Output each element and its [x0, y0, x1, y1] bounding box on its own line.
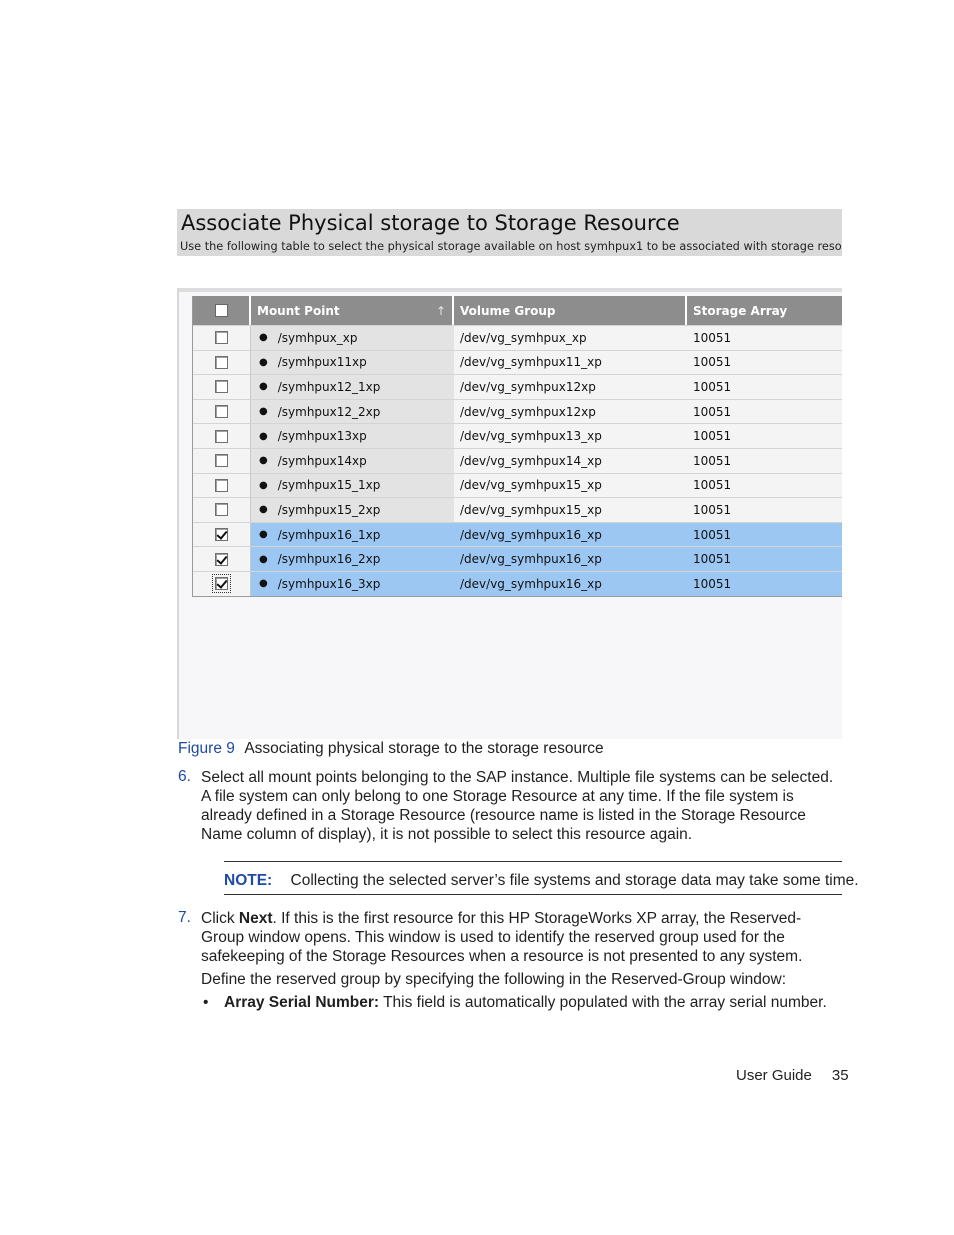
volume-group-cell — [454, 351, 687, 375]
sort-ascending-icon[interactable]: ↑ — [435, 303, 446, 318]
bullet-bold-label: Array Serial Number: — [224, 994, 380, 1011]
storage-array-value: 10051 — [693, 576, 732, 591]
select-all-cell — [193, 296, 251, 325]
mount-point-value: /symhpux15_2xp — [277, 502, 381, 517]
storage-array-cell — [687, 498, 842, 522]
mount-point-value: /symhpux11xp — [277, 355, 367, 370]
row-checkbox-cell — [193, 400, 251, 424]
bullet-text: This field is automatically populated with the array serial number. — [379, 994, 827, 1011]
volume-group-cell — [454, 572, 687, 596]
storage-array-value: 10051 — [693, 379, 732, 394]
page-number: 35 — [831, 1067, 849, 1084]
volume-group-cell — [454, 523, 687, 547]
storage-array-value: 10051 — [693, 330, 732, 345]
storage-array-value: 10051 — [693, 404, 732, 419]
dialog-subtitle: Use the following table to select the physical storage available on host symhpux1 to be associated with storage reso — [180, 240, 842, 253]
step-6-number: 6. — [178, 768, 191, 785]
note-text: Collecting the selected server’s file systems and storage data may take some time. — [290, 872, 859, 889]
row-checkbox[interactable] — [215, 356, 228, 369]
bullet-icon: ● — [259, 504, 268, 516]
page-footer — [736, 1067, 849, 1084]
row-checkbox[interactable] — [215, 528, 228, 541]
note-top-rule — [224, 861, 842, 862]
storage-array-cell — [687, 375, 842, 399]
storage-array-cell — [687, 449, 842, 473]
row-checkbox[interactable] — [215, 454, 228, 467]
table-row[interactable] — [193, 473, 842, 498]
table-row[interactable] — [193, 497, 842, 522]
define-paragraph: Define the reserved group by specifying the following in the Reserved-Group window: — [201, 971, 787, 988]
table-row[interactable] — [193, 448, 842, 473]
volume-group-value: /dev/vg_symhpux15_xp — [460, 502, 602, 517]
volume-group-value: /dev/vg_symhpux13_xp — [460, 429, 602, 444]
figure-caption — [178, 740, 604, 758]
storage-array-value: 10051 — [693, 355, 732, 370]
volume-group-cell — [454, 326, 687, 350]
bullet-icon: ● — [259, 332, 268, 344]
mount-point-value: /symhpux16_3xp — [277, 576, 381, 591]
row-checkbox-cell — [193, 547, 251, 571]
row-checkbox-cell — [193, 375, 251, 399]
row-checkbox-cell — [193, 474, 251, 498]
column-mount-point-label: Mount Point — [257, 303, 340, 318]
storage-array-value: 10051 — [693, 429, 732, 444]
volume-group-cell — [454, 498, 687, 522]
row-checkbox-cell — [193, 449, 251, 473]
storage-array-cell — [687, 572, 842, 596]
mount-point-cell — [251, 547, 454, 571]
volume-group-value: /dev/vg_symhpux16_xp — [460, 576, 602, 591]
dialog-header — [177, 209, 842, 256]
storage-array-cell — [687, 400, 842, 424]
row-checkbox[interactable] — [215, 577, 228, 590]
table-row[interactable] — [193, 325, 842, 350]
bullet-icon: ● — [259, 479, 268, 491]
row-checkbox-cell — [193, 326, 251, 350]
select-all-checkbox[interactable] — [215, 304, 228, 317]
bullet-icon: ● — [259, 578, 268, 590]
storage-array-cell — [687, 351, 842, 375]
volume-group-value: /dev/vg_symhpux12xp — [460, 379, 596, 394]
row-checkbox-cell — [193, 572, 251, 596]
row-checkbox-cell — [193, 523, 251, 547]
table-row[interactable] — [193, 546, 842, 571]
row-checkbox[interactable] — [215, 430, 228, 443]
volume-group-cell — [454, 400, 687, 424]
mount-point-value: /symhpux13xp — [277, 429, 367, 444]
table-row[interactable] — [193, 374, 842, 399]
volume-group-value: /dev/vg_symhpux16_xp — [460, 527, 602, 542]
column-storage-array-label: Storage Array — [693, 303, 788, 318]
row-checkbox-cell — [193, 351, 251, 375]
dialog-title: Associate Physical storage to Storage Resource — [181, 211, 680, 235]
bullet-icon: ● — [259, 553, 268, 565]
volume-group-value: /dev/vg_symhpux_xp — [460, 330, 587, 345]
mount-point-cell — [251, 523, 454, 547]
step-7-number: 7. — [178, 909, 191, 926]
row-checkbox[interactable] — [215, 405, 228, 418]
table-row[interactable] — [193, 522, 842, 547]
step-7-body: . If this is the first resource for this HP StorageWorks XP array, the Reserved-Group window opens. This window is used to identify the reserved group used for the safekeeping of the Storage Resources when a resource is not presented to any system. — [201, 910, 803, 965]
dialog-body — [177, 288, 842, 739]
storage-table — [192, 296, 842, 597]
bullet-icon: ● — [259, 430, 268, 442]
storage-array-value: 10051 — [693, 552, 732, 567]
screenshot-figure — [177, 209, 842, 739]
storage-array-cell — [687, 474, 842, 498]
row-checkbox-cell — [193, 424, 251, 448]
column-volume-group[interactable] — [454, 296, 687, 325]
storage-array-value: 10051 — [693, 502, 732, 517]
mount-point-cell — [251, 326, 454, 350]
step-6-text: Select all mount points belonging to the SAP instance. Multiple file systems can be selected. A file system can only belong to one Storage Resource at any time. If the file system is already defined in a Storage Resource (resource name is listed in the Storage Resource Name column of display), it is not possible to select this resource again. — [201, 769, 834, 843]
step-7-text — [201, 909, 842, 966]
volume-group-cell — [454, 449, 687, 473]
mount-point-cell — [251, 351, 454, 375]
storage-array-value: 10051 — [693, 453, 732, 468]
column-volume-group-label: Volume Group — [460, 303, 556, 318]
table-row[interactable] — [193, 350, 842, 375]
column-storage-array[interactable] — [687, 296, 842, 325]
mount-point-cell — [251, 572, 454, 596]
mount-point-value: /symhpux_xp — [277, 330, 358, 345]
mount-point-value: /symhpux16_1xp — [277, 527, 381, 542]
table-body — [193, 325, 842, 596]
note-label: NOTE: — [224, 872, 273, 889]
storage-array-value: 10051 — [693, 527, 732, 542]
mount-point-value: /symhpux16_2xp — [277, 552, 381, 567]
mount-point-value: /symhpux12_2xp — [277, 404, 381, 419]
figure-caption-text: Associating physical storage to the storage resource — [244, 740, 604, 757]
row-checkbox[interactable] — [215, 479, 228, 492]
note — [224, 872, 859, 890]
mount-point-cell — [251, 424, 454, 448]
bullet-icon: ● — [259, 381, 268, 393]
row-checkbox[interactable] — [215, 553, 228, 566]
volume-group-value: /dev/vg_symhpux12xp — [460, 404, 596, 419]
storage-array-cell — [687, 424, 842, 448]
volume-group-value: /dev/vg_symhpux16_xp — [460, 552, 602, 567]
figure-label: Figure 9 — [178, 740, 235, 757]
storage-array-cell — [687, 547, 842, 571]
bullet-icon: ● — [259, 356, 268, 368]
step-7-next-bold: Next — [238, 910, 273, 927]
mount-point-cell — [251, 498, 454, 522]
mount-point-value: /symhpux12_1xp — [277, 379, 381, 394]
mount-point-cell — [251, 474, 454, 498]
volume-group-cell — [454, 424, 687, 448]
mount-point-cell — [251, 400, 454, 424]
bullet-item — [224, 994, 827, 1012]
column-mount-point[interactable] — [251, 296, 454, 325]
table-row[interactable] — [193, 399, 842, 424]
mount-point-value: /symhpux14xp — [277, 453, 367, 468]
storage-array-cell — [687, 326, 842, 350]
row-checkbox-cell — [193, 498, 251, 522]
table-row[interactable] — [193, 423, 842, 448]
row-checkbox[interactable] — [215, 380, 228, 393]
storage-array-value: 10051 — [693, 478, 732, 493]
row-checkbox[interactable] — [215, 331, 228, 344]
volume-group-cell — [454, 474, 687, 498]
row-checkbox[interactable] — [215, 503, 228, 516]
bullet-icon: ● — [259, 406, 268, 418]
step-7-prefix: Click — [201, 910, 239, 927]
volume-group-cell — [454, 547, 687, 571]
footer-label: User Guide — [736, 1067, 812, 1084]
table-row[interactable] — [193, 571, 842, 596]
volume-group-cell — [454, 375, 687, 399]
mount-point-cell — [251, 449, 454, 473]
bullet-icon: ● — [259, 455, 268, 467]
storage-array-cell — [687, 523, 842, 547]
mount-point-cell — [251, 375, 454, 399]
bullet-symbol: • — [203, 994, 209, 1011]
volume-group-value: /dev/vg_symhpux14_xp — [460, 453, 602, 468]
note-bottom-rule — [224, 894, 842, 895]
bullet-icon: ● — [259, 529, 268, 541]
volume-group-value: /dev/vg_symhpux11_xp — [460, 355, 602, 370]
volume-group-value: /dev/vg_symhpux15_xp — [460, 478, 602, 493]
table-header — [193, 296, 842, 325]
mount-point-value: /symhpux15_1xp — [277, 478, 381, 493]
